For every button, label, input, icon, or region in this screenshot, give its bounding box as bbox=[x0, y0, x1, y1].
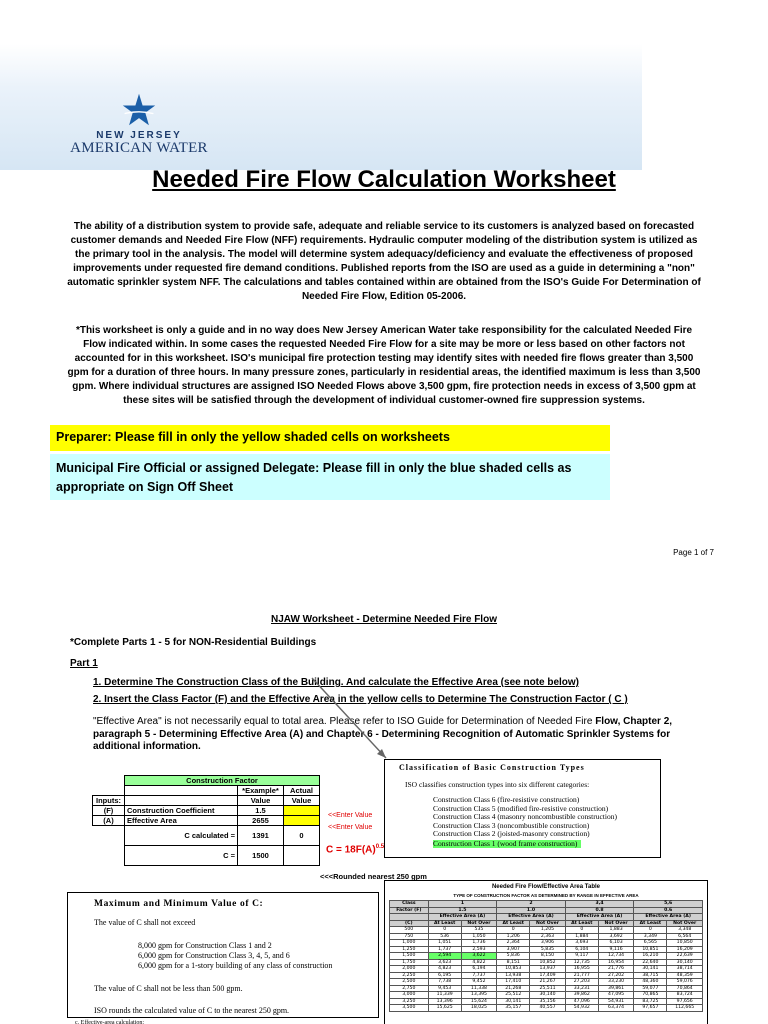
worksheet-title: NJAW Worksheet - Determine Needed Fire Flow bbox=[271, 614, 497, 625]
nff-cell: 0 bbox=[497, 927, 530, 934]
nff-cell: 1,884 bbox=[565, 933, 598, 940]
coef-code: (F) bbox=[93, 806, 125, 816]
note-line-a: "Effective Area" is not necessarily equal to total area. Please refer to ISO Guide for Determination of Needed Fire bbox=[93, 716, 593, 727]
nff-table bbox=[389, 900, 703, 1012]
logo-line1: NEW JERSEY bbox=[96, 130, 182, 141]
nff-cell: 33,231 bbox=[565, 985, 598, 992]
maxmin-limit: 6,000 gpm for a 1-story building of any class of construction bbox=[138, 961, 333, 970]
nff-cell: 3,692 bbox=[598, 933, 634, 940]
formula-exponent: 0.5 bbox=[375, 844, 385, 850]
nff-cell: 35,156 bbox=[530, 998, 566, 1005]
nff-cell: 40,557 bbox=[530, 1005, 566, 1012]
nff-cell: 3,623 bbox=[428, 959, 461, 966]
nff-cell: 3,622 bbox=[461, 953, 497, 960]
step-2: 2. Insert the Class Factor (F) and the Effective Area in the yellow cells to Determine The Construction Factor ( C ) bbox=[93, 694, 628, 705]
nff-cell: Effective Area (A) bbox=[565, 914, 634, 921]
nff-cell: 3,4 bbox=[565, 901, 634, 908]
nff-cell: Effective Area (A) bbox=[497, 914, 566, 921]
col-example: *Example* bbox=[238, 786, 284, 796]
nff-cell: 7,737 bbox=[461, 972, 497, 979]
effective-area-calc-heading: c. Effective-area calculation: bbox=[67, 1017, 379, 1024]
nff-cell: 48,359 bbox=[667, 972, 703, 979]
enter-value-hint-2: <<Enter Value bbox=[328, 824, 373, 831]
nff-cell: 9,116 bbox=[598, 946, 634, 953]
nff-cell: Effective Area (A) bbox=[428, 914, 497, 921]
nff-cell: 27,203 bbox=[565, 979, 598, 986]
nff-cell: At Least bbox=[428, 920, 461, 927]
nff-cell: 10,853 bbox=[497, 966, 530, 973]
maxmin-p1: The value of C shall not exceed bbox=[94, 918, 196, 927]
nff-cell: 112,665 bbox=[667, 1005, 703, 1012]
nff-cell: 25,512 bbox=[497, 992, 530, 999]
nff-cell: 47,096 bbox=[565, 998, 598, 1005]
nff-cell: 59,076 bbox=[667, 979, 703, 986]
nff-cell: 97,657 bbox=[634, 1005, 667, 1012]
nff-cell: 83,725 bbox=[634, 998, 667, 1005]
area-example: 2655 bbox=[238, 816, 284, 826]
nff-cell: Not Over bbox=[667, 920, 703, 927]
formula-base: C = 18F(A) bbox=[326, 844, 376, 856]
nff-cell: 13,938 bbox=[497, 972, 530, 979]
nff-cell: 18,025 bbox=[461, 1005, 497, 1012]
value-label-actual: Value bbox=[284, 796, 320, 806]
class-item: Construction Class 2 (joisted-masonry construction) bbox=[433, 829, 590, 838]
class-item: Construction Class 3 (noncombustible construction) bbox=[433, 820, 590, 830]
nff-cell: 3,500 bbox=[390, 1005, 429, 1012]
nff-cell: 1,205 bbox=[530, 927, 566, 934]
nff-cell: 2 bbox=[497, 901, 566, 908]
maxmin-p3: ISO rounds the calculated value of C to the nearest 250 gpm. bbox=[94, 1006, 290, 1015]
nff-cell: 2,000 bbox=[390, 966, 429, 973]
nff-cell: 6,195 bbox=[428, 972, 461, 979]
nff-cell: 536 bbox=[428, 933, 461, 940]
nff-cell: 6,104 bbox=[565, 946, 598, 953]
nff-cell: 0 bbox=[565, 927, 598, 934]
nff-cell: 83,724 bbox=[667, 992, 703, 999]
maxmin-limit: 6,000 gpm for Construction Class 3, 4, 5, and 6 bbox=[138, 951, 290, 960]
nff-cell: 3,907 bbox=[497, 946, 530, 953]
logo-line2: AMERICAN WATER bbox=[70, 140, 208, 156]
nff-cell: 17,409 bbox=[530, 972, 566, 979]
nff-header-row bbox=[390, 920, 703, 927]
nff-cell: 15,624 bbox=[461, 998, 497, 1005]
nff-cell: 9,117 bbox=[565, 953, 598, 960]
nff-cell: 39,862 bbox=[565, 992, 598, 999]
nff-cell: 2,364 bbox=[497, 940, 530, 947]
c-label: C = bbox=[125, 846, 238, 866]
nff-cell: 4,823 bbox=[428, 966, 461, 973]
rounded-note: <<<Rounded nearest 250 gpm bbox=[320, 872, 427, 881]
nff-table-box bbox=[384, 880, 708, 1024]
nff-cell: 38,714 bbox=[667, 966, 703, 973]
nff-cell: 16,210 bbox=[634, 953, 667, 960]
nff-cell: 70,864 bbox=[667, 985, 703, 992]
nff-cell: 1,000 bbox=[390, 940, 429, 947]
classification-intro: ISO classifies construction types into six different categories: bbox=[405, 780, 590, 789]
nff-cell: 1,883 bbox=[598, 927, 634, 934]
nff-cell: 5,836 bbox=[497, 953, 530, 960]
nff-cell: (C) bbox=[390, 920, 429, 927]
worksheet-subtitle: *Complete Parts 1 - 5 for NON-Residential Buildings bbox=[70, 637, 317, 648]
nff-cell: 15,625 bbox=[428, 1005, 461, 1012]
nff-cell: 1,736 bbox=[461, 940, 497, 947]
nff-cell: 1,050 bbox=[461, 933, 497, 940]
nff-cell: 2,593 bbox=[461, 946, 497, 953]
nff-cell: 21,776 bbox=[598, 966, 634, 973]
nff-cell: 6,564 bbox=[667, 933, 703, 940]
nff-cell: 13,396 bbox=[428, 998, 461, 1005]
nff-cell: Class bbox=[390, 901, 429, 908]
cf-table-title: Construction Factor bbox=[125, 776, 320, 786]
nff-cell: 70,865 bbox=[634, 992, 667, 999]
nff-cell: 10,852 bbox=[530, 959, 566, 966]
nff-cell: 6,565 bbox=[634, 940, 667, 947]
nff-cell: 2,250 bbox=[390, 972, 429, 979]
nff-cell: 30,140 bbox=[667, 959, 703, 966]
nff-cell: 54,932 bbox=[565, 1005, 598, 1012]
nff-cell: At Least bbox=[565, 920, 598, 927]
page-title: Needed Fire Flow Calculation Worksheet bbox=[152, 166, 616, 193]
step-1: 1. Determine The Construction Class of the Building. And calculate the Effective Area (see note below) bbox=[93, 677, 580, 688]
preparer-banner: Preparer: Please fill in only the yellow shaded cells on worksheets bbox=[50, 425, 610, 451]
coef-example: 1.5 bbox=[238, 806, 284, 816]
nff-cell: 8,151 bbox=[497, 959, 530, 966]
class-item: Construction Class 6 (fire-resistive construction) bbox=[433, 795, 580, 804]
nff-cell: 3,250 bbox=[390, 998, 429, 1005]
nff-cell: 4,822 bbox=[461, 959, 497, 966]
nff-cell: 21,777 bbox=[565, 972, 598, 979]
nff-cell: 17,410 bbox=[497, 979, 530, 986]
nff-cell: Effective Area (A) bbox=[634, 914, 703, 921]
table-row bbox=[390, 998, 703, 1005]
nff-cell: 59,077 bbox=[634, 985, 667, 992]
c-example: 1500 bbox=[238, 846, 284, 866]
intro-paragraph: The ability of a distribution system to provide safe, adequate and reliable service to its customers is analyzed based on forecasted customer demands and Needed Fire Flow (NFF) requirements. Hydraulic computer modeling of the distribution system is utilized as the primary tool in the analysis. The model will determine system adequacy/deficiency and evaluate the effectiveness of proposed improvements under requested fire demand conditions. Published reports from the ISO are used as a guide in determining a "non" automatic sprinkler system NFF. The calculations and tables contained within are obtained from the ISO's Guide For Determination of Needed Fire Flow, Edition 05-2006. bbox=[67, 221, 701, 302]
nff-cell: 54,931 bbox=[598, 998, 634, 1005]
nff-cell: 1,206 bbox=[497, 933, 530, 940]
nff-cell: 30,141 bbox=[634, 966, 667, 973]
nff-cell: 21,268 bbox=[497, 985, 530, 992]
nff-cell: 13,395 bbox=[461, 992, 497, 999]
nff-cell: 2,594 bbox=[428, 953, 461, 960]
area-label: Effective Area bbox=[125, 816, 238, 826]
nff-cell: 2,500 bbox=[390, 979, 429, 986]
nff-cell: 38,715 bbox=[634, 972, 667, 979]
c-calc-actual: 0 bbox=[284, 826, 320, 846]
nff-cell: 30,141 bbox=[497, 998, 530, 1005]
nff-cell: 16,954 bbox=[598, 959, 634, 966]
nff-cell: 16,955 bbox=[565, 966, 598, 973]
area-code: (A) bbox=[93, 816, 125, 826]
nff-cell: 3,348 bbox=[667, 927, 703, 934]
nff-cell: 33,230 bbox=[598, 979, 634, 986]
nff-cell: 10,850 bbox=[667, 940, 703, 947]
nff-cell: 10,851 bbox=[634, 946, 667, 953]
nff-cell: 39,861 bbox=[598, 985, 634, 992]
maxmin-p2: The value of C shall not be less than 500 gpm. bbox=[94, 984, 243, 993]
coef-label: Construction Coefficient bbox=[125, 806, 238, 816]
class-item-highlighted: Construction Class 1 (wood frame construction) bbox=[433, 840, 581, 849]
nff-cell: 11,339 bbox=[428, 992, 461, 999]
nff-cell: 25,511 bbox=[530, 985, 566, 992]
nff-cell: 1,250 bbox=[390, 946, 429, 953]
max-min-box bbox=[67, 892, 379, 1024]
nff-cell: 750 bbox=[390, 933, 429, 940]
nff-cell: 21,267 bbox=[530, 979, 566, 986]
nff-cell: Factor (F) bbox=[390, 907, 429, 914]
classification-title: Classification of Basic Construction Types bbox=[399, 763, 585, 772]
nff-cell: At Least bbox=[497, 920, 530, 927]
nff-cell: 11,338 bbox=[461, 985, 497, 992]
nff-cell: 3,349 bbox=[634, 933, 667, 940]
nff-cell: At Least bbox=[634, 920, 667, 927]
table-row bbox=[390, 1005, 703, 1012]
nff-title: Needed Fire Flow/Effective Area Table bbox=[491, 884, 601, 890]
nff-cell: 97,656 bbox=[667, 998, 703, 1005]
inputs-label: Inputs: bbox=[93, 796, 125, 806]
table-row bbox=[390, 992, 703, 999]
nff-cell: 0.6 bbox=[634, 907, 703, 914]
nff-cell: 7,738 bbox=[428, 979, 461, 986]
nff-cell: 6,103 bbox=[598, 940, 634, 947]
nff-cell: 63,374 bbox=[598, 1005, 634, 1012]
nff-cell: 500 bbox=[390, 927, 429, 934]
nff-cell: 0 bbox=[428, 927, 461, 934]
nff-cell: 16,209 bbox=[667, 946, 703, 953]
maxmin-limit: 8,000 gpm for Construction Class 1 and 2 bbox=[138, 941, 272, 950]
class-item: Construction Class 5 (modified fire-resistive construction) bbox=[433, 803, 609, 813]
nff-cell: 1,051 bbox=[428, 940, 461, 947]
disclaimer-paragraph: *This worksheet is only a guide and in no way does New Jersey American Water take responsibility for the calculated Needed Fire Flow indicated within. In some cases the requested Needed Fire Flow for a site may be more or less based on other factors not accounted for in this worksheet. ISO's municipal fire protection testing may identify sites with needed fire flows greater than 3,500 gpm for a duration of three hours. In many pressure zones, particularly in residential areas, the identified maximum is less than 3,500 gpm. Where individual structures are assigned ISO Needed Flows above 3,500 gpm, fire protection needs in excess of 3,500 gpm at these sites will be satisfied through the development of individual customer-owned fire suppression systems. bbox=[67, 325, 701, 406]
nff-cell: 1.5 bbox=[428, 907, 497, 914]
nff-cell: 1 bbox=[428, 901, 497, 908]
nff-cell: 9,452 bbox=[461, 979, 497, 986]
nff-cell: 8,150 bbox=[530, 953, 566, 960]
maxmin-title: Maximum and Minimum Value of C: bbox=[94, 899, 264, 909]
nff-cell: 1,750 bbox=[390, 959, 429, 966]
nff-cell: 1,500 bbox=[390, 953, 429, 960]
nff-cell: Not Over bbox=[461, 920, 497, 927]
nff-cell: 535 bbox=[461, 927, 497, 934]
nff-cell: 5,6 bbox=[634, 901, 703, 908]
nff-cell: 3,906 bbox=[530, 940, 566, 947]
nff-cell: 30,140 bbox=[530, 992, 566, 999]
nff-cell: 22,639 bbox=[667, 953, 703, 960]
nff-cell: 27,202 bbox=[598, 972, 634, 979]
nff-cell: 13,937 bbox=[530, 966, 566, 973]
value-label-example: Value bbox=[238, 796, 284, 806]
note-line-b: Flow, Chapter 2, paragraph 5 - Determining Effective Area (A) and Chapter 6 - Determining Recognition of Automatic Sprinkler Systems for additional information. bbox=[93, 716, 673, 752]
nff-cell: 0 bbox=[634, 927, 667, 934]
class-item: Construction Class 4 (masonry noncombustible construction) bbox=[433, 812, 617, 821]
nff-cell: 3,000 bbox=[390, 992, 429, 999]
nff-cell: 5,835 bbox=[530, 946, 566, 953]
nff-cell: 1.0 bbox=[497, 907, 566, 914]
nff-cell: 22,640 bbox=[634, 959, 667, 966]
col-actual: Actual bbox=[284, 786, 320, 796]
part-heading: Part 1 bbox=[70, 658, 98, 669]
nff-cell: 47,095 bbox=[598, 992, 634, 999]
nff-cell: 2,363 bbox=[530, 933, 566, 940]
enter-value-hint-1: <<Enter Value bbox=[328, 812, 373, 819]
nff-cell: 12,734 bbox=[598, 953, 634, 960]
nff-cell: 2,750 bbox=[390, 985, 429, 992]
nff-cell: Not Over bbox=[530, 920, 566, 927]
nff-subtitle: TYPE OF CONSTRUCTION FACTOR AS DETERMINED BY RANGE IN EFFECTIVE AREA bbox=[453, 893, 639, 898]
nff-cell: 9,453 bbox=[428, 985, 461, 992]
nff-cell: 35,157 bbox=[497, 1005, 530, 1012]
page-number: Page 1 of 7 bbox=[673, 548, 714, 557]
nff-cell: 6,194 bbox=[461, 966, 497, 973]
nff-cell: 0.8 bbox=[565, 907, 634, 914]
nff-cell: 1,737 bbox=[428, 946, 461, 953]
c-calc-label: C calculated = bbox=[125, 826, 238, 846]
nff-cell: 3,693 bbox=[565, 940, 598, 947]
nff-cell: Not Over bbox=[598, 920, 634, 927]
c-calc-example: 1391 bbox=[238, 826, 284, 846]
nff-cell: 12,735 bbox=[565, 959, 598, 966]
official-banner: Municipal Fire Official or assigned Delegate: Please fill in only the blue shaded cells as appropriate on Sign Off Sheet bbox=[50, 454, 610, 500]
nff-cell: 48,360 bbox=[634, 979, 667, 986]
